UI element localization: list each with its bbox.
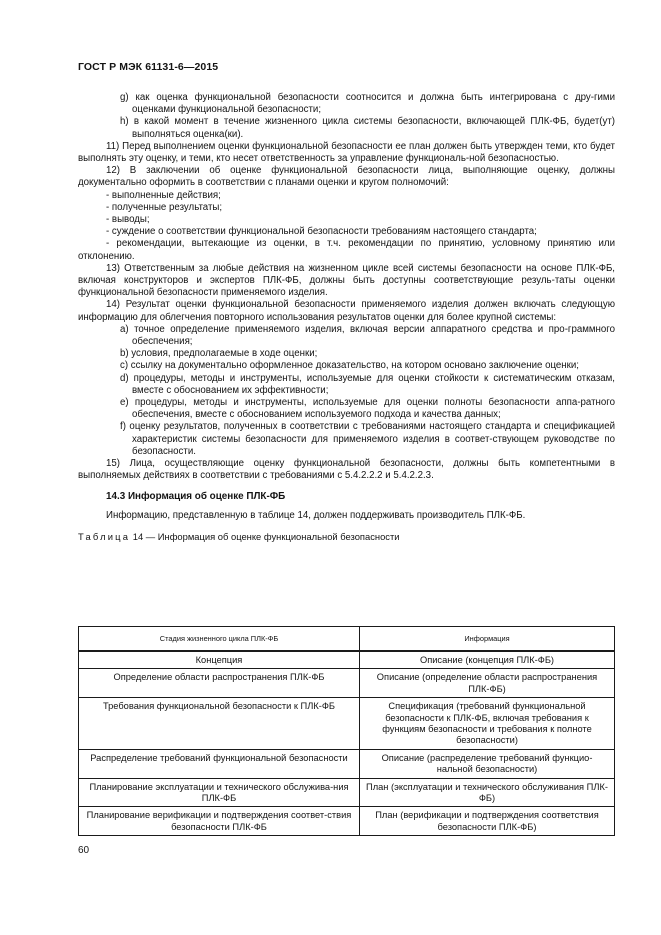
list-item-a: a) точное определение применяемого изделия, включая версии аппаратного средства и про-граммного обеспечения;	[120, 323, 615, 348]
table-cell-info: План (эксплуатации и технического обслуживания ПЛК-ФБ)	[360, 778, 615, 807]
dash-item: - суждение о соответствии функциональной безопасности требованиям настоящего стандарта;	[106, 226, 537, 238]
paragraph-13: 13) Ответственным за любые действия на жизненном цикле всей системы безопасности на основе ПЛК-ФБ, включая конструкторов и экспертов ПЛК-ФБ, должны быть доступны соответствующие резуль-таты оценки функциональной безопасности применяемого изделия.	[78, 262, 615, 299]
assessment-info-table	[78, 626, 615, 836]
list-item-b: b) условия, предполагаемые в ходе оценки;	[120, 348, 318, 360]
section-intro: Информацию, представленную в таблице 14, должен поддерживать производитель ПЛК-ФБ.	[106, 509, 526, 521]
document-header: ГОСТ Р МЭК 61131-6—2015	[78, 61, 219, 73]
table-row	[79, 651, 615, 669]
table-cell-stage: Планирование верификации и подтверждения соответ-ствия безопасности ПЛК-ФБ	[79, 807, 360, 836]
table-cell-stage: Определение области распространения ПЛК-ФБ	[79, 669, 360, 698]
section-heading: 14.3 Информация об оценке ПЛК-ФБ	[106, 490, 286, 502]
list-item-g: g) как оценка функциональной безопасности соотносится и должна быть интегрирована с дру-гими оценками функциональной безопасности;	[120, 92, 615, 116]
dash-item: - выводы;	[106, 214, 150, 226]
table-cell-info: Описание (распределение требований функцио-нальной безопасности)	[360, 749, 615, 778]
table-caption-label: Таблица	[78, 530, 131, 542]
table-caption-text: 14 — Информация об оценке функциональной безопасности	[130, 530, 400, 542]
table-cell-stage: Требования функциональной безопасности к ПЛК-ФБ	[79, 698, 360, 750]
column-header-info: Информация	[360, 627, 615, 652]
table-cell-info: Спецификация (требований функциональной безопасности к ПЛК-ФБ, включая требования к функциям безопасности и требования к полноте безопасности)	[360, 698, 615, 750]
table-cell-info: Описание (концепция ПЛК-ФБ)	[360, 651, 615, 669]
table-row	[79, 669, 615, 698]
list-item-h: h) в какой момент в течение жизненного цикла системы безопасности, включающей ПЛК-ФБ, будет(ут) выполняться оценка(ки).	[120, 116, 615, 140]
list-item-f: f) оценку результатов, полученных в соответствии с требованиями настоящего стандарта и спецификацией характеристик системы безопасности для применяемого изделия в соответ-ствующем руководстве по безопасности.	[120, 421, 615, 457]
page-number: 60	[78, 845, 90, 856]
table-row	[79, 807, 615, 836]
paragraph-14: 14) Результат оценки функциональной безопасности применяемого изделия должен включать следующую информацию для облегчения повторного использования результатов оценки для более крупной системы:	[78, 299, 615, 323]
dash-item: - полученные результаты;	[106, 201, 223, 213]
table-cell-info: План (верификации и подтверждения соответствия безопасности ПЛК-ФБ)	[360, 807, 615, 836]
list-item-d: d) процедуры, методы и инструменты, используемые для оценки стойкости к систематическим отказам, вместе с обоснованием их эффективности;	[120, 372, 615, 396]
list-item-c: c) ссылку на документально оформленное доказательство, на котором основано заключение оценки;	[120, 360, 579, 372]
table-cell-stage: Концепция	[79, 651, 360, 669]
column-header-stage: Стадия жизненного цикла ПЛК-ФБ	[79, 627, 360, 652]
table-cell-stage: Распределение требований функциональной безопасности	[79, 749, 360, 778]
table-row	[79, 778, 615, 807]
paragraph-12: 12) В заключении об оценке функциональной безопасности лица, выполняющие оценку, должны документально оформить в соответствии с планами оценки и кругом полномочий:	[78, 165, 615, 189]
table-cell-info: Описание (определение области распространения ПЛК-ФБ)	[360, 669, 615, 698]
table-caption	[78, 531, 615, 543]
dash-item: - рекомендации, вытекающие из оценки, в т.ч. рекомендации по принятию, условному принятию или отклонению.	[78, 238, 615, 262]
dash-item: - выполненные действия;	[106, 189, 221, 201]
table-cell-stage: Планирование эксплуатации и технического обслужива-ния ПЛК-ФБ	[79, 778, 360, 807]
paragraph-15: 15) Лица, осуществляющие оценку функциональной безопасности, должны быть компетентными в выполняемых действиях в соответствии с требованиями с 5.4.2.2.2 и 5.4.2.2.3.	[78, 458, 615, 482]
table-row	[79, 698, 615, 750]
table-header-row	[79, 627, 615, 652]
table-row	[79, 749, 615, 778]
list-item-e: e) процедуры, методы и инструменты, используемые для оценки полноты безопасности аппа-ратного обеспечения, вместе с обоснованием используемого подхода и качества данных;	[120, 397, 615, 421]
paragraph-11: 11) Перед выполнением оценки функциональной безопасности ее план должен быть утвержден теми, кто будет выполнять эту оценку, и теми, кто несет ответственность за управление функциональ-ной безопасностью.	[78, 140, 615, 165]
document-body	[78, 92, 615, 543]
